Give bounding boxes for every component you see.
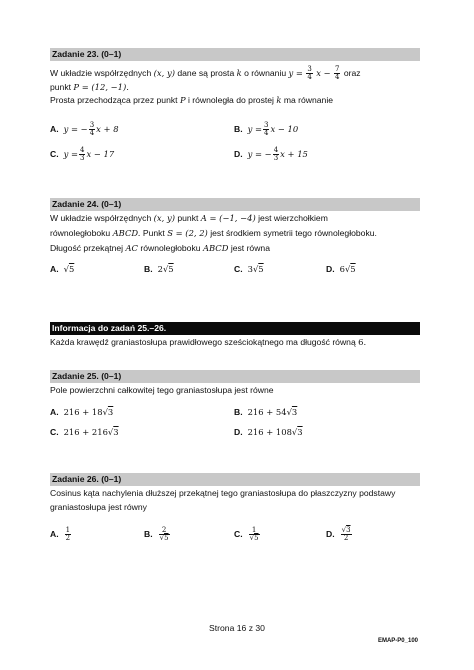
- answer-25-a[interactable]: A. 216 + 18√3: [50, 407, 114, 417]
- info-text-line: [50, 336, 420, 349]
- task-24-line3: [50, 242, 420, 255]
- task-26-header: Zadanie 26. (0–1): [50, 473, 420, 486]
- text: punkt: [50, 82, 72, 92]
- text: punkt: [177, 213, 199, 223]
- task-23-line2: [50, 81, 420, 94]
- answer-24-c[interactable]: C. 3√5: [234, 264, 264, 274]
- answer-23-a[interactable]: A. y = − $\frac{3}{4}$ x + 8: [50, 121, 119, 137]
- math-k: k: [236, 68, 242, 78]
- task-23-header: Zadanie 23. (0–1): [50, 48, 420, 61]
- math-k: k: [276, 95, 282, 105]
- text: równoległoboku: [50, 228, 111, 238]
- answer-25-c[interactable]: C. 216 + 216√3: [50, 427, 119, 437]
- task-23-line3: [50, 94, 420, 107]
- task-26-line2: graniastosłupa jest równy: [50, 502, 147, 512]
- answer-23-c[interactable]: C. y = $\frac{4}{3}$ x − 17: [50, 146, 115, 162]
- task-25-text: Pole powierzchni całkowitej tego graniastosłupa jest równe: [50, 385, 274, 395]
- page-number: Strona 16 z 30: [209, 623, 265, 633]
- text: W układzie współrzędnych: [50, 68, 152, 78]
- task-25-header: Zadanie 25. (0–1): [50, 370, 420, 383]
- math-y: y =: [288, 68, 303, 78]
- text: Punkt: [142, 228, 165, 238]
- text: o równaniu: [244, 68, 287, 78]
- answer-23-b[interactable]: B. y = $\frac{3}{4}$ x − 10: [234, 121, 299, 137]
- task-24-line2: [50, 227, 420, 240]
- answer-26-d[interactable]: D. $\frac{√3}{2}$: [326, 526, 351, 542]
- math-abcd: ABCD.: [112, 228, 141, 238]
- math-abcd: ABCD: [202, 243, 229, 253]
- info-25-26: [50, 322, 420, 349]
- text: dane są prosta: [177, 68, 235, 78]
- text: ma równanie: [283, 95, 334, 105]
- math-ac: AC: [125, 243, 138, 253]
- math-x: x −: [316, 68, 331, 78]
- answer-24-a[interactable]: A. √5: [50, 264, 75, 274]
- text: Prosta przechodząca przez punkt: [50, 95, 178, 105]
- task-26: [50, 473, 420, 514]
- text: i równoległa do prostej: [187, 95, 274, 105]
- text: równoległoboku: [140, 243, 201, 253]
- answer-25-b[interactable]: B. 216 + 54√3: [234, 407, 298, 417]
- answer-26-b[interactable]: B. $\frac{2}{√5}$: [144, 526, 169, 542]
- fraction: $\frac{3}{4}$: [307, 65, 312, 82]
- task-23: [50, 48, 420, 107]
- math-value: 6.: [358, 337, 367, 347]
- task-26-line1: Cosinus kąta nachylenia dłuższej przekątnej tego graniastosłupa do płaszczyzny podstawy: [50, 488, 396, 498]
- text: jest wierzchołkiem: [258, 213, 328, 223]
- math-point-p: P = (12, −1).: [73, 82, 129, 92]
- answer-26-c[interactable]: C. $\frac{1}{√5}$: [234, 526, 259, 542]
- math-point-s: S = (2, 2): [167, 228, 208, 238]
- task-23-line1: [50, 65, 420, 81]
- text: Każda krawędź graniastosłupa prawidłowego sześciokątnego ma długość równą: [50, 337, 356, 347]
- text: W układzie współrzędnych: [50, 213, 152, 223]
- text: Długość przekątnej: [50, 243, 124, 253]
- task-24: [50, 198, 420, 255]
- answer-24-d[interactable]: D. 6√5: [326, 264, 356, 274]
- text: jest środkiem symetrii tego równoległoboku.: [210, 228, 377, 238]
- answer-23-d[interactable]: D. y = − $\frac{4}{3}$ x + 15: [234, 146, 308, 162]
- task-24-header: Zadanie 24. (0–1): [50, 198, 420, 211]
- info-header: Informacja do zadań 25.–26.: [50, 322, 420, 335]
- math-xy: (x, y): [153, 68, 175, 78]
- text: oraz: [343, 68, 361, 78]
- task-25: [50, 370, 420, 397]
- math-p: P: [179, 95, 186, 105]
- exam-code: EMAP-P0_100: [377, 638, 418, 644]
- answer-26-a[interactable]: A. $\frac{1}{2}$: [50, 526, 71, 542]
- math-point-a: A = (−1, −4): [200, 213, 256, 223]
- text: jest równa: [230, 243, 270, 253]
- math-xy: (x, y): [153, 213, 175, 223]
- fraction: $\frac{7}{4}$: [335, 65, 340, 82]
- answer-25-d[interactable]: D. 216 + 108√3: [234, 427, 303, 437]
- answer-24-b[interactable]: B. 2√5: [144, 264, 174, 274]
- task-24-line1: [50, 212, 420, 225]
